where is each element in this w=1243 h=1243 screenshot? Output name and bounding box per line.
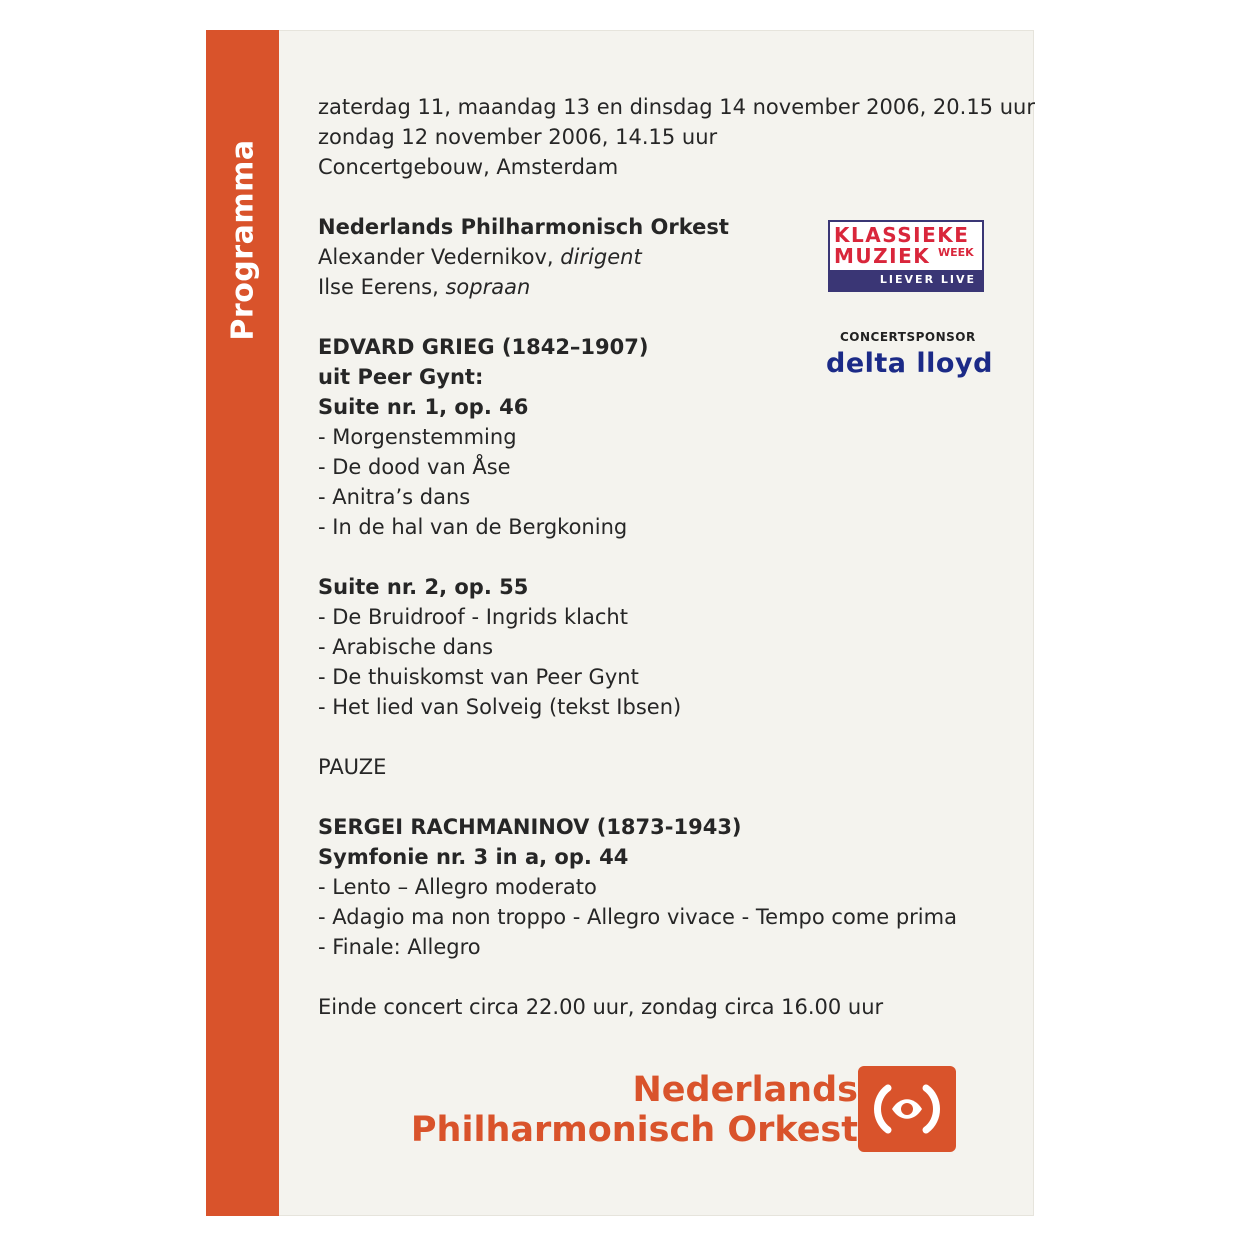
movement: - Lento – Allegro moderato [318, 875, 597, 899]
badge-tagline: LIEVER LIVE [830, 270, 982, 290]
composer-1: EDVARD GRIEG (1842–1907) [318, 335, 649, 359]
badge-line-1: KLASSIEKE [834, 223, 970, 247]
sponsor-label: CONCERTSPONSOR [840, 330, 976, 344]
dates-line-2: zondag 12 november 2006, 14.15 uur [318, 125, 718, 149]
conductor-name: Alexander Vedernikov, [318, 245, 561, 269]
orchestra-eye-logo-icon [858, 1066, 956, 1152]
footer-name-line-1: Nederlands [632, 1070, 858, 1110]
movement: - In de hal van de Bergkoning [318, 515, 628, 539]
venue: Concertgebouw, Amsterdam [318, 155, 619, 179]
klassieke-muziek-week-badge [828, 220, 984, 292]
composer-2: SERGEI RACHMANINOV (1873-1943) [318, 815, 742, 839]
intermission: PAUZE [318, 755, 387, 779]
suite-2-title: Suite nr. 2, op. 55 [318, 575, 529, 599]
movement: - Adagio ma non troppo - Allegro vivace - Tempo come prima [318, 905, 957, 929]
orchestra-footer-name [411, 1070, 858, 1150]
soloist-name: Ilse Eerens, [318, 275, 446, 299]
movement: - De dood van Åse [318, 455, 511, 479]
movement: - Morgenstemming [318, 425, 517, 449]
sidebar-bar [206, 30, 279, 1216]
work-2-title: Symfonie nr. 3 in a, op. 44 [318, 845, 629, 869]
sidebar-label: Programma [225, 139, 260, 341]
movement: - Arabische dans [318, 635, 494, 659]
suite-1-title: Suite nr. 1, op. 46 [318, 395, 529, 419]
program-page [206, 30, 1034, 1216]
dates-line-1: zaterdag 11, maandag 13 en dinsdag 14 november 2006, 20.15 uur [318, 95, 1035, 119]
movement: - Finale: Allegro [318, 935, 481, 959]
movement: - Anitra’s dans [318, 485, 471, 509]
soloist-role: sopraan [445, 275, 531, 299]
work-1-intro: uit Peer Gynt: [318, 365, 484, 389]
footer-name-line-2: Philharmonisch Orkest [410, 1110, 858, 1150]
badge-week: WEEK [938, 246, 974, 259]
orchestra-name: Nederlands Philharmonisch Orkest [318, 215, 729, 239]
movement: - Het lied van Solveig (tekst Ibsen) [318, 695, 682, 719]
end-note: Einde concert circa 22.00 uur, zondag circa 16.00 uur [318, 995, 884, 1019]
movement: - De thuiskomst van Peer Gynt [318, 665, 639, 689]
conductor-role: dirigent [560, 245, 642, 269]
badge-line-2: MUZIEK [834, 244, 931, 268]
sponsor-logo: delta lloyd [826, 348, 993, 379]
movement: - De Bruidroof - Ingrids klacht [318, 605, 628, 629]
